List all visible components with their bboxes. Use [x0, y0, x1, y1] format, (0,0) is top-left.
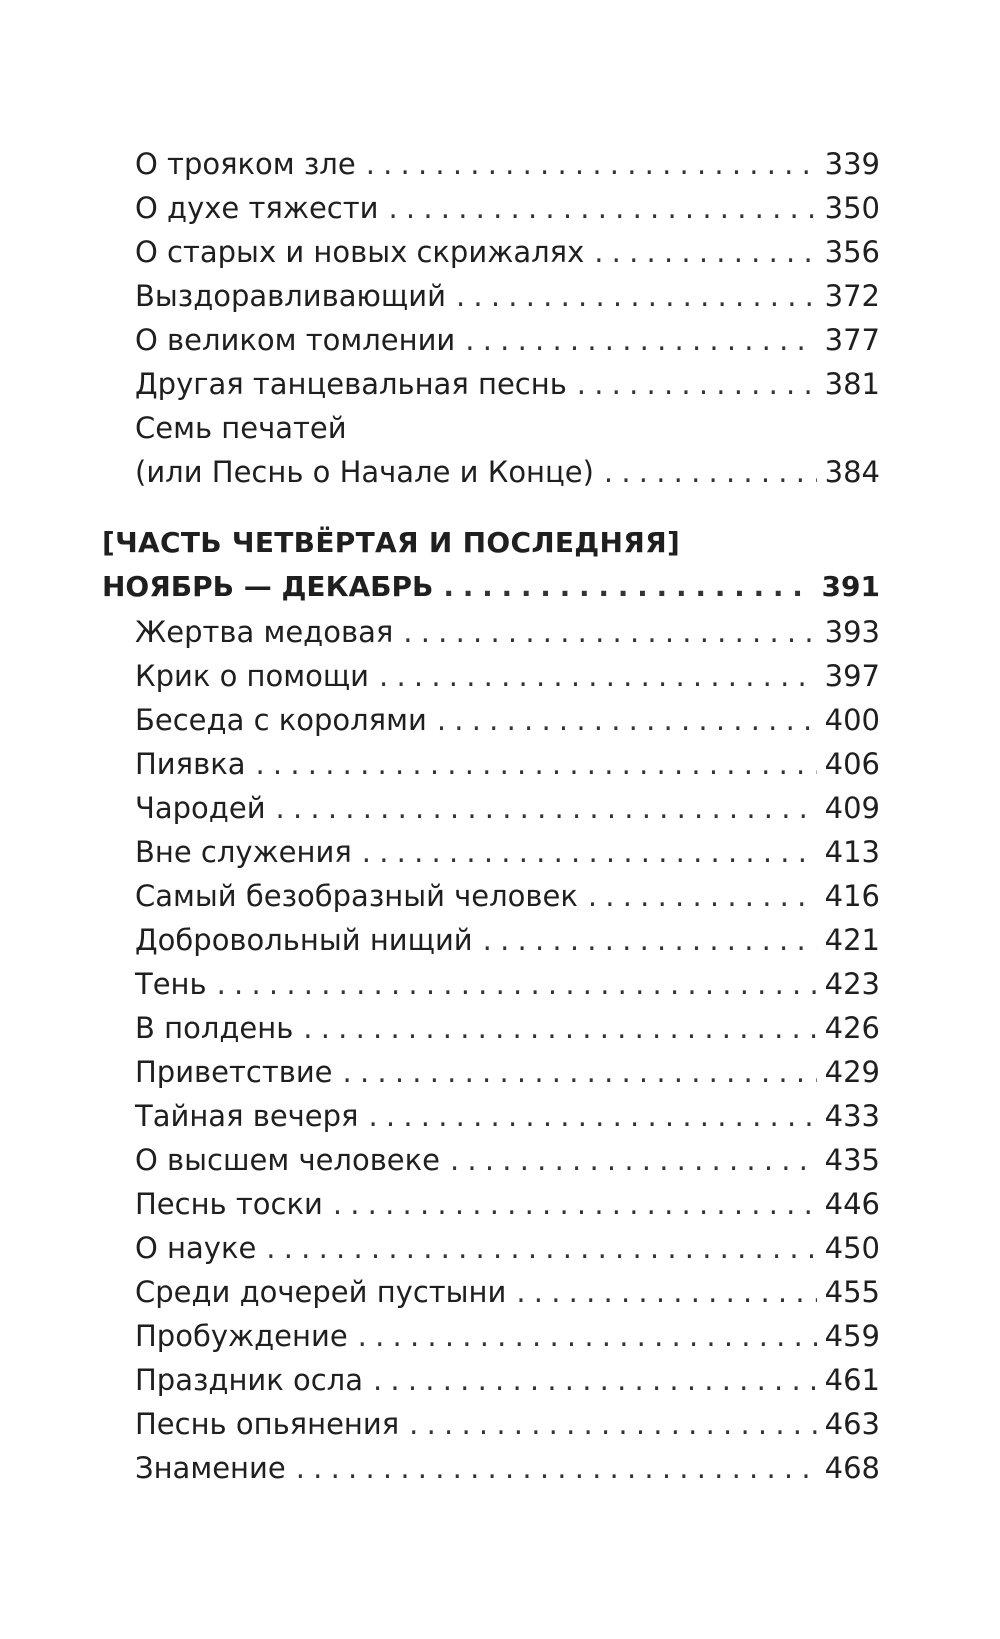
toc-entry-page: 429	[824, 1055, 880, 1089]
toc-entry	[135, 1270, 880, 1314]
part-subheading: НОЯБРЬ — ДЕКАБРЬ	[102, 570, 434, 603]
toc-entry-title: О трояком зле	[135, 147, 356, 181]
dot-leader	[516, 1270, 816, 1314]
toc-entry-page: 423	[824, 967, 880, 1001]
toc-entry-title: Выздоравливающий	[135, 279, 446, 313]
toc-entry	[135, 230, 880, 274]
dot-leader	[450, 1138, 817, 1182]
toc-entry-title: Пиявка	[135, 747, 246, 781]
toc-entry	[135, 830, 880, 874]
toc-entry-page: 409	[824, 791, 880, 825]
toc-entry-title-line1: Семь печатей	[135, 411, 347, 445]
toc-entry	[135, 1182, 880, 1226]
toc-entry-page: 350	[824, 191, 880, 225]
toc-entry	[135, 1314, 880, 1358]
toc-entry-page: 397	[824, 659, 880, 693]
toc-entry-title: О духе тяжести	[135, 191, 379, 225]
dot-leader	[465, 318, 816, 362]
dot-leader	[255, 742, 816, 786]
toc-entry	[135, 1226, 880, 1270]
dot-leader	[303, 1006, 816, 1050]
toc-entry	[135, 142, 880, 186]
toc-entry-title: О науке	[135, 1231, 257, 1265]
toc-entry	[135, 610, 880, 654]
toc-entry-page: 468	[824, 1451, 880, 1485]
toc-entry-page: 381	[824, 367, 880, 401]
dot-leader	[379, 654, 817, 698]
dot-leader	[594, 230, 816, 274]
toc-entry-page: 426	[824, 1011, 880, 1045]
dot-leader	[588, 874, 817, 918]
toc-entry	[135, 654, 880, 698]
toc-entry-title: Приветствие	[135, 1055, 333, 1089]
toc-entry	[135, 1094, 880, 1138]
dot-leader	[456, 274, 817, 318]
toc-entry-page: 421	[824, 923, 880, 957]
toc-entry	[135, 786, 880, 830]
toc-entry-page: 356	[824, 235, 880, 269]
toc-entry-page: 393	[824, 615, 880, 649]
toc-entry-page: 446	[824, 1187, 880, 1221]
toc-entry-title: О старых и новых скрижалях	[135, 235, 585, 269]
dot-leader	[443, 565, 813, 609]
toc-entry-title: Жертва медовая	[135, 615, 394, 649]
toc-entry-page: 450	[824, 1231, 880, 1265]
part-heading: [ЧАСТЬ ЧЕТВЁРТАЯ И ПОСЛЕДНЯЯ]	[102, 526, 681, 559]
toc-entry-title: В полдень	[135, 1011, 294, 1045]
dot-leader	[437, 698, 817, 742]
toc-entry-page: 339	[824, 147, 880, 181]
toc-entry-title: Праздник осла	[135, 1363, 363, 1397]
toc-entry-title: Пробуждение	[135, 1319, 348, 1353]
dot-leader	[362, 830, 817, 874]
toc-entry-title: О высшем человеке	[135, 1143, 440, 1177]
dot-leader	[343, 1050, 817, 1094]
dot-leader	[296, 1446, 817, 1490]
dot-leader	[333, 1182, 817, 1226]
dot-leader	[604, 450, 817, 494]
toc-entry-title-line2: (или Песнь о Начале и Конце)	[135, 455, 594, 489]
dot-leader	[403, 610, 816, 654]
toc-entry	[135, 742, 880, 786]
dot-leader	[409, 1402, 816, 1446]
toc-entry-title: Беседа с королями	[135, 703, 427, 737]
toc-entry-title: Чародей	[135, 791, 266, 825]
toc-entry-title: Песнь опьянения	[135, 1407, 400, 1441]
toc-entry	[135, 1050, 880, 1094]
toc-entry-title: Другая танцевальная песнь	[135, 367, 567, 401]
toc-entry-page: 400	[824, 703, 880, 737]
toc-entry-title: О великом томлении	[135, 323, 456, 357]
dot-leader	[388, 186, 816, 230]
toc-entry	[135, 874, 880, 918]
toc-entry	[135, 962, 880, 1006]
toc-entry-title: Добровольный нищий	[135, 923, 473, 957]
toc-entry-page: 463	[824, 1407, 880, 1441]
toc-entry-page: 384	[824, 455, 880, 489]
toc-entry-page: 459	[824, 1319, 880, 1353]
dot-leader	[217, 962, 817, 1006]
toc-entry	[135, 274, 880, 318]
dot-leader	[577, 362, 817, 406]
toc-entry	[135, 1402, 880, 1446]
dot-leader	[276, 786, 817, 830]
toc-entry-page: 372	[824, 279, 880, 313]
toc-entry-page: 455	[824, 1275, 880, 1309]
dot-leader	[266, 1226, 816, 1270]
toc-entry	[135, 450, 880, 494]
toc-entry-title: Среди дочерей пустыни	[135, 1275, 507, 1309]
toc-entry	[135, 318, 880, 362]
toc-entry-page: 461	[824, 1363, 880, 1397]
dot-leader	[483, 918, 817, 962]
dot-leader	[366, 142, 817, 186]
toc-entry-page: 416	[824, 879, 880, 913]
toc-entry	[135, 1006, 880, 1050]
toc-entry-page: 413	[824, 835, 880, 869]
dot-leader	[373, 1358, 817, 1402]
toc-entry-page: 406	[824, 747, 880, 781]
dot-leader	[369, 1094, 817, 1138]
toc-entry-title: Самый безобразный человек	[135, 879, 578, 913]
part-subheading-entry	[102, 565, 880, 609]
toc-entry-page: 433	[824, 1099, 880, 1133]
toc-entry-page: 377	[824, 323, 880, 357]
dot-leader	[358, 1314, 817, 1358]
toc-entry-title: Вне служения	[135, 835, 352, 869]
toc-entry	[135, 1446, 880, 1490]
toc-entry	[135, 362, 880, 406]
toc-entry	[135, 186, 880, 230]
part-page: 391	[821, 570, 880, 603]
toc-entry	[135, 1358, 880, 1402]
toc-entry-title: Тайная вечеря	[135, 1099, 359, 1133]
toc-entry-title: Тень	[135, 967, 207, 1001]
toc-entry-page: 435	[824, 1143, 880, 1177]
toc-entry	[135, 698, 880, 742]
toc-entry-title: Знамение	[135, 1451, 286, 1485]
toc-entry	[135, 918, 880, 962]
toc-entry-title: Песнь тоски	[135, 1187, 323, 1221]
toc-entry-title: Крик о помощи	[135, 659, 370, 693]
toc-entry	[135, 1138, 880, 1182]
